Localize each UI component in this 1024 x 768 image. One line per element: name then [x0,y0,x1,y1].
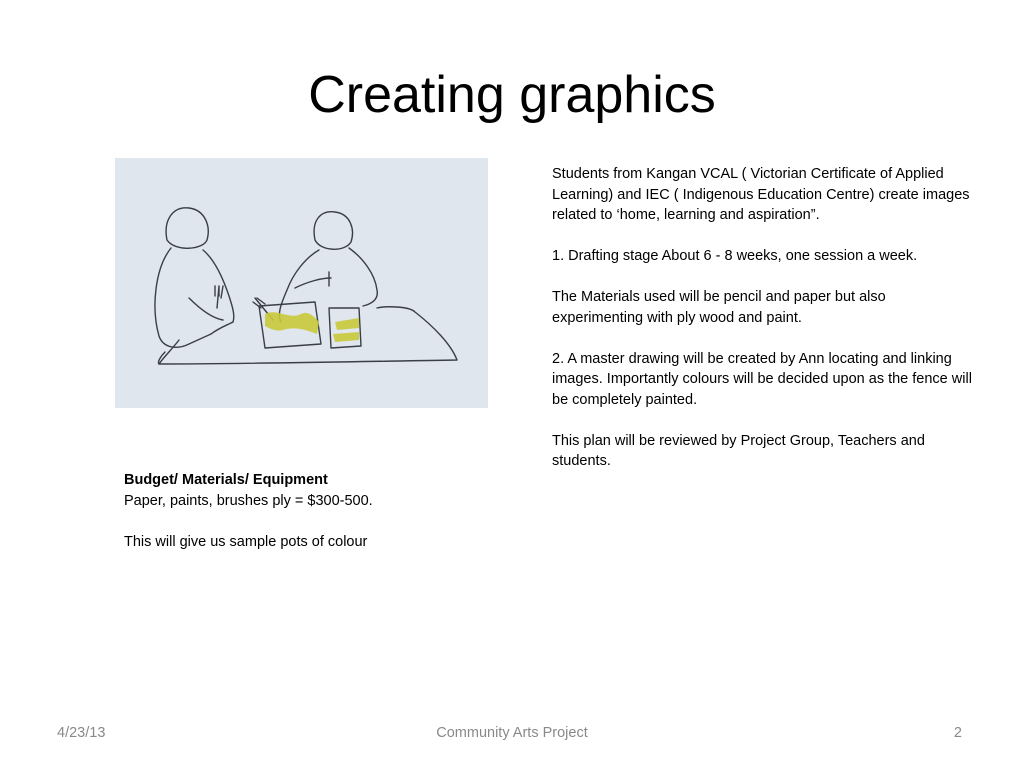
description-paragraph: 2. A master drawing will be created by Ann locating and linking images. Importantly colours will be decided upon as the fence will be completely painted. [552,350,972,408]
spacer [124,511,484,532]
description-paragraph: 1. Drafting stage About 6 - 8 weeks, one session a week. [552,248,918,264]
footer-title: Community Arts Project [436,725,588,741]
description-text [552,164,972,492]
budget-section [124,470,484,552]
description-paragraph: The Materials used will be pencil and paper but also experimenting with ply wood and paint. [552,289,886,326]
budget-heading: Budget/ Materials/ Equipment [124,472,328,488]
budget-note-line: This will give us sample pots of colour [124,533,368,550]
budget-cost-line: Paper, paints, brushes ply = $300-500. [124,492,373,509]
sketch-two-figures-drawing-icon [115,158,488,408]
footer-page-number: 2 [953,725,962,741]
description-paragraph: Students from Kangan VCAL ( Victorian Certificate of Applied Learning) and IEC ( Indigenous Education Centre) create images related to ‘home, learning and aspiration”. [552,166,970,223]
sketch-illustration [115,158,488,408]
description-paragraph: This plan will be reviewed by Project Group, Teachers and students. [552,432,925,469]
footer-date: 4/23/13 [57,725,106,741]
slide-title: Creating graphics [308,66,716,124]
